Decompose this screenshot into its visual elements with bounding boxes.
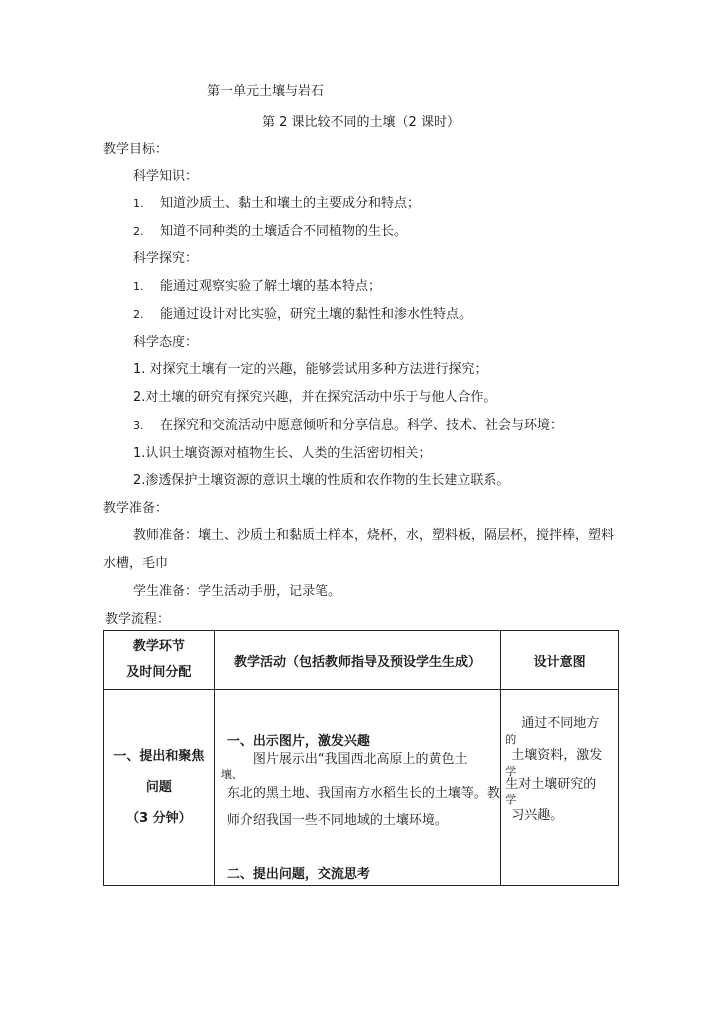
activity-section-1-title: 一、出示图片，激发兴趣	[226, 734, 370, 749]
sts-item-1: 1.认识土壤资源对植物生长、人类的生活密切相关；	[133, 446, 432, 461]
intent-line-6: 学	[505, 793, 517, 806]
table-header-row	[104, 631, 619, 690]
intent-line-1: 通过不同地方	[521, 716, 600, 731]
teacher-prep-line-1: 教师准备：壤土、沙质土和黏质土样本，烧杯，水，塑料板，隔层杯，搅拌棒，塑料	[133, 528, 615, 543]
activity-cell	[214, 690, 500, 886]
inquiry-item-2-number: 2.	[133, 308, 144, 321]
attitude-heading: 科学态度：	[133, 335, 199, 350]
knowledge-item-1-number: 1.	[133, 197, 144, 210]
prep-heading: 教学准备：	[103, 501, 169, 516]
inquiry-heading: 科学探究：	[133, 251, 199, 266]
student-prep: 学生准备：学生活动手册，记录笔。	[133, 584, 342, 599]
stage-line-3: （3 分钟）	[126, 811, 192, 826]
knowledge-item-2-number: 2.	[133, 225, 144, 238]
intent-line-3: 土壤资料，激发	[511, 748, 603, 763]
activity-text-b: 东北的黑土地、我国南方水稻生长的土壤等。教	[226, 786, 500, 801]
activity-text-c: 师介绍我国一些不同地域的土壤环境。	[226, 813, 448, 828]
flow-heading: 教学流程：	[105, 612, 171, 627]
activity-section-2-title: 二、提出问题，交流思考	[226, 867, 370, 882]
stage-line-2: 问题	[145, 780, 172, 795]
attitude-item-3-number: 3.	[133, 419, 144, 432]
unit-title: 第一单元土壤与岩石	[207, 84, 325, 99]
header-stage-cell	[104, 631, 215, 690]
attitude-item-3: 在探究和交流活动中愿意倾听和分享信息。科学、技术、社会与环境：	[160, 418, 564, 433]
intent-cell	[501, 690, 619, 886]
stage-cell	[104, 690, 215, 886]
intent-line-5: 生对土壤研究的	[505, 777, 597, 792]
activity-text-a-cont: 壤、	[220, 768, 243, 781]
sts-item-2: 2.渗透保护土壤资源的意识土壤的性质和农作物的生长建立联系。	[133, 473, 510, 488]
attitude-item-1: 1. 对探究土壤有一定的兴趣，能够尝试用多种方法进行探究；	[133, 362, 488, 377]
header-activity-cell: 教学活动（包括教师指导及预设学生生成）	[214, 631, 500, 690]
header-stage-line-2: 及时间分配	[126, 665, 192, 680]
objectives-heading: 教学目标：	[103, 142, 169, 157]
table-row	[104, 690, 619, 886]
intent-line-2: 的	[505, 733, 517, 746]
activity-text-a: 图片展示出“我国西北高原上的黄色土	[252, 752, 468, 767]
teacher-prep-line-2: 水槽，毛巾	[103, 556, 169, 571]
inquiry-item-2: 能通过设计对比实验，研究土壤的黏性和渗水性特点。	[160, 307, 473, 322]
inquiry-item-1: 能通过观察实验了解土壤的基本特点；	[160, 279, 382, 294]
inquiry-item-1-number: 1.	[133, 280, 144, 293]
knowledge-item-2: 知道不同种类的土壤适合不同植物的生长。	[160, 224, 408, 239]
lesson-title: 第 2 课比较不同的土壤（2 课时）	[262, 115, 460, 130]
knowledge-heading: 科学知识：	[133, 169, 199, 184]
intent-line-4: 学	[505, 765, 517, 778]
header-stage-line-1: 教学环节	[132, 639, 185, 654]
knowledge-item-1: 知道沙质土、黏土和壤土的主要成分和特点；	[160, 196, 421, 211]
header-intent-cell: 设计意图	[501, 631, 619, 690]
intent-line-7: 习兴趣。	[511, 808, 564, 823]
attitude-item-2: 2.对土壤的研究有探究兴趣，并在探究活动中乐于与他人合作。	[133, 390, 497, 405]
stage-line-1: 一、提出和聚焦	[113, 749, 205, 764]
teaching-flow-table	[103, 630, 619, 886]
